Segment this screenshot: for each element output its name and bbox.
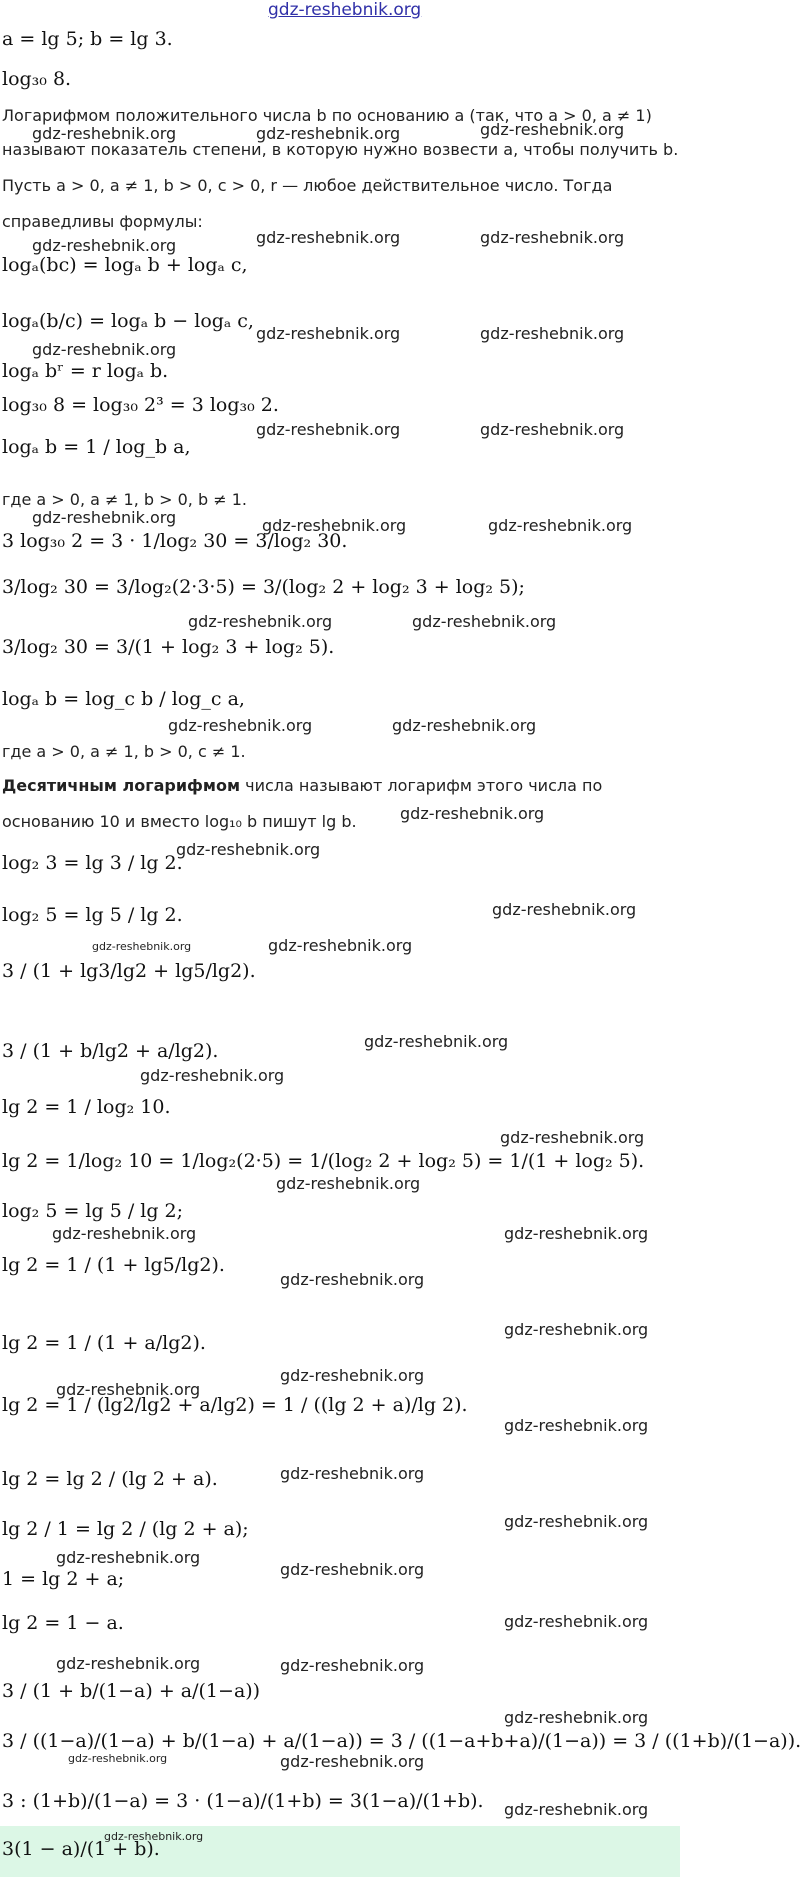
watermark[interactable]: gdz-reshebnik.org: [364, 1032, 509, 1051]
formula-product: logₐ(bc) = logₐ b + logₐ c,: [2, 254, 248, 276]
formula-step-3: 3/log₂ 30 = 3/(1 + log₂ 3 + log₂ 5).: [2, 636, 335, 658]
formula-lg2-step-1: lg 2 = 1 / (1 + lg5/lg2).: [2, 1254, 225, 1276]
watermark[interactable]: gdz-reshebnik.org: [56, 1654, 201, 1673]
watermark[interactable]: gdz-reshebnik.org: [280, 1752, 425, 1771]
formula-power: logₐ bʳ = r logₐ b.: [2, 360, 169, 382]
formula-step-5: 3 / (1 + b/lg2 + a/lg2).: [2, 1040, 219, 1062]
decimal-log-line-2: основанию 10 и вместо log₁₀ b пишут lg b.: [2, 812, 357, 831]
condition-line-1: где a > 0, a ≠ 1, b > 0, b ≠ 1.: [2, 490, 247, 509]
formula-step-4: 3 / (1 + lg3/lg2 + lg5/lg2).: [2, 960, 256, 982]
formula-step-1: 3 log₃₀ 2 = 3 · 1/log₂ 30 = 3/log₂ 30.: [2, 530, 348, 552]
watermark[interactable]: gdz-reshebnik.org: [504, 1708, 649, 1727]
watermark[interactable]: gdz-reshebnik.org: [268, 936, 413, 955]
watermark[interactable]: gdz-reshebnik.org: [280, 1270, 425, 1289]
watermark[interactable]: gdz-reshebnik.org: [504, 1800, 649, 1819]
formula-log2-3: log₂ 3 = lg 3 / lg 2.: [2, 852, 183, 874]
watermark[interactable]: gdz-reshebnik.org: [68, 1752, 168, 1765]
line-given: a = lg 5; b = lg 3.: [2, 28, 173, 50]
watermark-top[interactable]: gdz-reshebnik.org: [268, 0, 422, 20]
watermark[interactable]: gdz-reshebnik.org: [504, 1416, 649, 1435]
watermark[interactable]: gdz-reshebnik.org: [480, 420, 625, 439]
formula-log2-5-again: log₂ 5 = lg 5 / lg 2;: [2, 1200, 184, 1222]
watermark[interactable]: gdz-reshebnik.org: [488, 516, 633, 535]
watermark[interactable]: gdz-reshebnik.org: [256, 228, 401, 247]
watermark[interactable]: gdz-reshebnik.org: [400, 804, 545, 823]
decimal-log-term: Десятичным логарифмом: [2, 776, 241, 795]
watermark[interactable]: gdz-reshebnik.org: [480, 228, 625, 247]
let-line-2: справедливы формулы:: [2, 212, 203, 231]
watermark[interactable]: gdz-reshebnik.org: [32, 340, 177, 359]
watermark[interactable]: gdz-reshebnik.org: [176, 840, 321, 859]
watermark[interactable]: gdz-reshebnik.org: [168, 716, 313, 735]
decimal-log-line-1: [2, 776, 602, 795]
line-task: log₃₀ 8.: [2, 68, 72, 90]
watermark[interactable]: gdz-reshebnik.org: [32, 124, 177, 143]
definition-line-1: Логарифмом положительного числа b по основанию a (так, что a > 0, a ≠ 1): [2, 106, 652, 125]
watermark[interactable]: gdz-reshebnik.org: [280, 1366, 425, 1385]
answer-value: 3(1 − a)/(1 + b).: [2, 1838, 160, 1860]
watermark[interactable]: gdz-reshebnik.org: [504, 1320, 649, 1339]
watermark[interactable]: gdz-reshebnik.org: [56, 1548, 201, 1567]
formula-lg2-step-5: lg 2 / 1 = lg 2 / (lg 2 + a);: [2, 1518, 249, 1540]
formula-lg2-result: lg 2 = 1 − a.: [2, 1612, 124, 1634]
formula-lg2-step-3: lg 2 = 1 / (lg2/lg2 + a/lg2) = 1 / ((lg 2 + a)/lg 2).: [2, 1394, 468, 1416]
condition-line-2: где a > 0, a ≠ 1, b > 0, c ≠ 1.: [2, 742, 246, 761]
watermark[interactable]: gdz-reshebnik.org: [32, 508, 177, 527]
watermark[interactable]: gdz-reshebnik.org: [280, 1560, 425, 1579]
watermark[interactable]: gdz-reshebnik.org: [504, 1512, 649, 1531]
watermark[interactable]: gdz-reshebnik.org: [276, 1174, 421, 1193]
formula-simplify: 3 / ((1−a)/(1−a) + b/(1−a) + a/(1−a)) = 3 / ((1−a+b+a)/(1−a)) = 3 / ((1+b)/(1−a)).: [2, 1730, 801, 1752]
watermark[interactable]: gdz-reshebnik.org: [32, 236, 177, 255]
formula-lg2-step-6: 1 = lg 2 + a;: [2, 1568, 125, 1590]
watermark[interactable]: gdz-reshebnik.org: [392, 716, 537, 735]
formula-lg2: lg 2 = 1 / log₂ 10.: [2, 1096, 171, 1118]
watermark[interactable]: gdz-reshebnik.org: [92, 940, 192, 953]
watermark[interactable]: gdz-reshebnik.org: [504, 1612, 649, 1631]
formula-log30-8: log₃₀ 8 = log₃₀ 2³ = 3 log₃₀ 2.: [2, 394, 279, 416]
formula-change-base: logₐ b = log_c b / log_c a,: [2, 688, 245, 710]
watermark[interactable]: gdz-reshebnik.org: [480, 324, 625, 343]
decimal-log-rest: числа называют логарифм этого числа по: [240, 776, 603, 795]
definition-line-2: называют показатель степени, в которую нужно возвести a, чтобы получить b.: [2, 140, 679, 159]
watermark[interactable]: gdz-reshebnik.org: [52, 1224, 197, 1243]
formula-reciprocal: logₐ b = 1 / log_b a,: [2, 436, 191, 458]
watermark[interactable]: gdz-reshebnik.org: [188, 612, 333, 631]
answer-box: [0, 1826, 680, 1877]
let-line-1: Пусть a > 0, a ≠ 1, b > 0, c > 0, r — любое действительное число. Тогда: [2, 176, 613, 195]
watermark[interactable]: gdz-reshebnik.org: [256, 124, 401, 143]
watermark[interactable]: gdz-reshebnik.org: [480, 120, 625, 139]
watermark[interactable]: gdz-reshebnik.org: [256, 324, 401, 343]
formula-lg2-step-2: lg 2 = 1 / (1 + a/lg2).: [2, 1332, 206, 1354]
watermark[interactable]: gdz-reshebnik.org: [262, 516, 407, 535]
watermark[interactable]: gdz-reshebnik.org: [504, 1224, 649, 1243]
watermark[interactable]: gdz-reshebnik.org: [140, 1066, 285, 1085]
watermark[interactable]: gdz-reshebnik.org: [500, 1128, 645, 1147]
watermark[interactable]: gdz-reshebnik.org: [492, 900, 637, 919]
formula-lg2-step-4: lg 2 = lg 2 / (lg 2 + a).: [2, 1468, 218, 1490]
formula-log2-5: log₂ 5 = lg 5 / lg 2.: [2, 904, 183, 926]
formula-substitute: 3 / (1 + b/(1−a) + a/(1−a)): [2, 1680, 261, 1702]
formula-quotient: logₐ(b/c) = logₐ b − logₐ c,: [2, 310, 254, 332]
watermark[interactable]: gdz-reshebnik.org: [412, 612, 557, 631]
watermark[interactable]: gdz-reshebnik.org: [256, 420, 401, 439]
watermark[interactable]: gdz-reshebnik.org: [56, 1380, 201, 1399]
watermark[interactable]: gdz-reshebnik.org: [104, 1830, 204, 1843]
formula-lg2-expand: lg 2 = 1/log₂ 10 = 1/log₂(2·5) = 1/(log₂ 2 + log₂ 5) = 1/(1 + log₂ 5).: [2, 1150, 645, 1172]
formula-step-2: 3/log₂ 30 = 3/log₂(2·3·5) = 3/(log₂ 2 + log₂ 3 + log₂ 5);: [2, 576, 525, 598]
formula-divide: 3 : (1+b)/(1−a) = 3 · (1−a)/(1+b) = 3(1−a)/(1+b).: [2, 1790, 484, 1812]
watermark[interactable]: gdz-reshebnik.org: [280, 1656, 425, 1675]
watermark[interactable]: gdz-reshebnik.org: [280, 1464, 425, 1483]
